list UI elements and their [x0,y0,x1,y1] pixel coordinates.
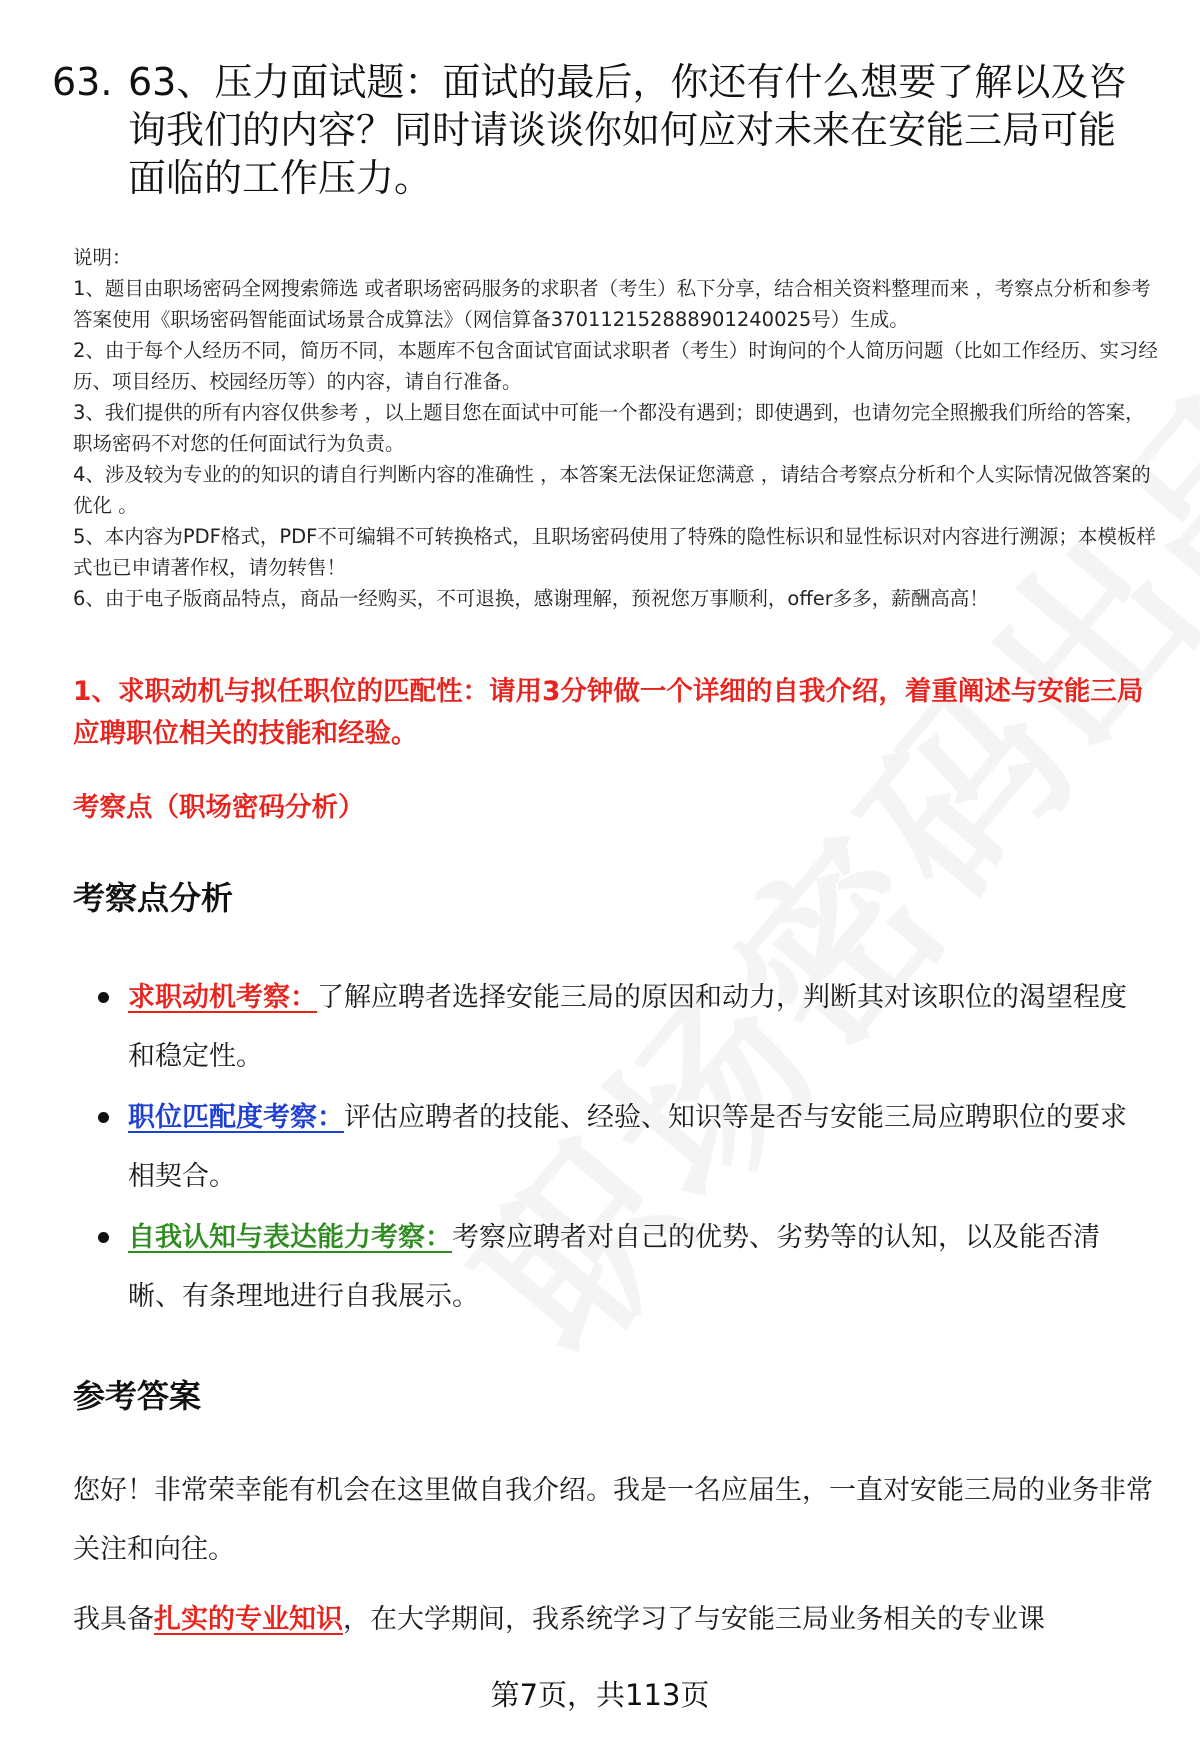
answer-paragraph: 您好！非常荣幸能有机会在这里做自我介绍。我是一名应届生，一直对安能三局的业务非常关注和向往。 [73,1475,1153,1565]
note-item: 2、由于每个人经历不同，简历不同，本题库不包含面试官面试求职者（考生）时询问的个人简历问题（比如工作经历、实习经历、项目经历、校园经历等）的内容，请自行准备。 [73,339,1158,393]
bullet-label: 自我认知与表达能力考察： [128,1222,452,1253]
analysis-subheading: 考察点（职场密码分析） [73,792,365,823]
answer-paragraph [73,1590,1153,1649]
bullet-item [96,1088,1146,1206]
answer-text: ，在大学期间，我系统学习了与安能三局业务相关的专业课 [343,1604,1045,1635]
note-item: 1、题目由职场密码全网搜索筛选 或者职场密码服务的求职者（考生）私下分享，结合相关资料整理而来 ，考察点分析和参考答案使用《职场密码智能面试场景合成算法》（网信算备370112152888901240025号）生成。 [73,277,1151,331]
interview-question-heading: 1、求职动机与拟任职位的匹配性：请用3分钟做一个详细的自我介绍，着重阐述与安能三局应聘职位相关的技能和经验。 [73,676,1144,749]
bullet-text: 考察应聘者对自己的优势、劣势等的认知，以及能否清晰、有条理地进行自我展示。 [128,1222,1100,1312]
question-title [52,58,1152,202]
bullet-text: 了解应聘者选择安能三局的原因和动力，判断其对该职位的渴望程度和稳定性。 [128,982,1127,1072]
note-item: 3、我们提供的所有内容仅供参考 ，以上题目您在面试中可能一个都没有遇到；即使遇到，也请勿完全照搬我们所给的答案，职场密码不对您的任何面试行为负责。 [73,401,1145,455]
question-text: 63、压力面试题：面试的最后，你还有什么想要了解以及咨询我们的内容？同时请谈谈你如何应对未来在安能三局可能面临的工作压力。 [128,60,1127,200]
notes-block [73,242,1163,614]
note-item: 4、涉及较为专业的的知识的请自行判断内容的准确性 ，本答案无法保证您满意 ，请结合考察点分析和个人实际情况做答案的优化 。 [73,463,1151,517]
notes-heading: 说明： [73,246,132,269]
bullet-label: 求职动机考察： [128,982,317,1013]
answer-section-title: 参考答案 [73,1377,202,1415]
note-item: 5、本内容为PDF格式，PDF不可编辑不可转换格式，且职场密码使用了特殊的隐性标识和显性标识对内容进行溯源；本模板样式也已申请著作权，请勿转售！ [73,525,1156,579]
note-item: 6、由于电子版商品特点，商品一经购买，不可退换，感谢理解，预祝您万事顺利，offer多多，薪酬高高！ [73,587,989,610]
answer-highlight: 扎实的专业知识 [154,1604,343,1635]
answer-text: 我具备 [73,1604,154,1635]
bullet-item [96,1208,1146,1326]
analysis-bullet-list [96,968,1146,1328]
page-footer: 第7页，共113页 [490,1678,710,1712]
analysis-section-title: 考察点分析 [73,879,234,917]
bullet-item [96,968,1146,1086]
question-number: 63. [52,60,113,104]
bullet-label: 职位匹配度考察： [128,1102,344,1133]
bullet-text: 评估应聘者的技能、经验、知识等是否与安能三局应聘职位的要求相契合。 [128,1102,1127,1192]
